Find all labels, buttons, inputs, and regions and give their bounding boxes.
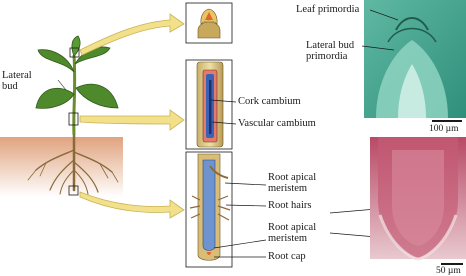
label-lateral-bud-primordia: Lateral bud primordia (306, 40, 355, 62)
label-lateral-bud: Lateral bud (2, 70, 32, 92)
label-root-apical-meristem-bottom: Root apical meristem (268, 222, 317, 244)
top-scale-label: 100 µm (429, 124, 459, 134)
label-leaf-primordia: Leaf primordia (296, 4, 360, 15)
label-root-apical-meristem-top: Root apical meristem (268, 172, 317, 194)
label-cork-cambium: Cork cambium (238, 96, 301, 107)
label-vascular-cambium: Vascular cambium (238, 118, 316, 129)
label-root-hairs: Root hairs (268, 200, 312, 211)
bottom-scale-label: 50 µm (436, 266, 461, 276)
label-root-cap: Root cap (268, 251, 306, 262)
